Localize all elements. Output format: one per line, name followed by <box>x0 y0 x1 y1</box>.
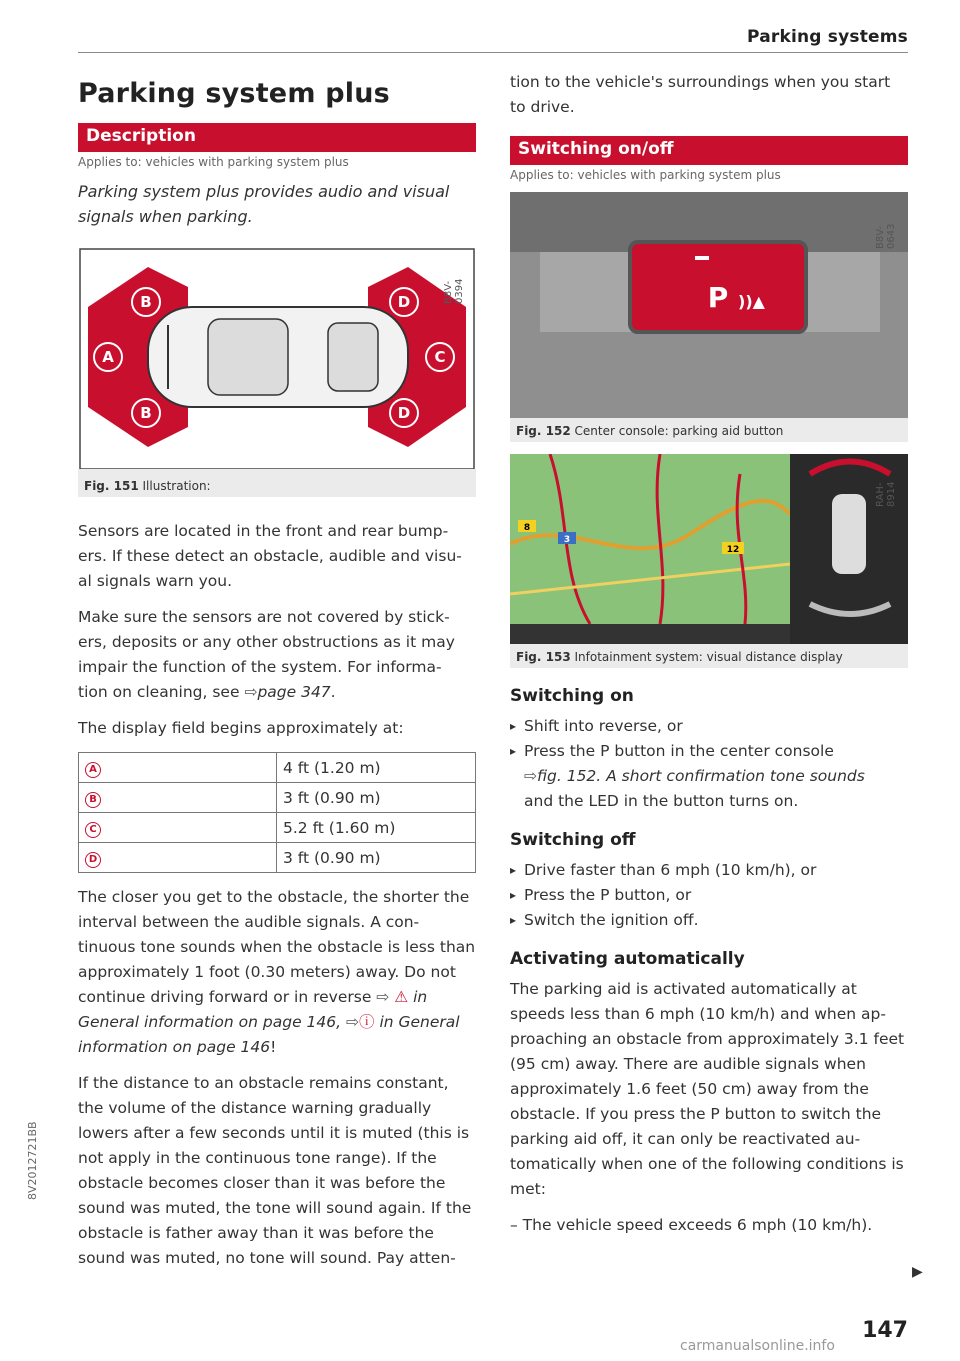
list-item: ▸ Drive faster than 6 mph (10 km/h), or <box>510 858 908 883</box>
label-d-top <box>390 288 418 316</box>
left-column <box>78 70 476 1282</box>
label-d-bottom <box>390 399 418 427</box>
circled-label-icon: B <box>85 792 101 808</box>
figure-code: RAH-8914 <box>875 481 897 507</box>
svg-text:B: B <box>140 293 152 311</box>
p-button-symbol: P <box>707 281 729 314</box>
figure-caption <box>78 473 217 499</box>
running-header: Parking systems <box>747 27 908 47</box>
sensor-paragraph: Sensors are located in the front and rear bump- ers. If these detect an obstacle, audible and visu- al signals warn you. <box>78 522 462 590</box>
infotainment-display <box>510 454 908 644</box>
arrow-icon: ⇨ <box>376 988 390 1006</box>
list-item: and the LED in the button turns on. <box>524 792 799 810</box>
applies-note: Applies to: vehicles with parking system plus <box>78 155 349 169</box>
figure-caption <box>510 418 789 444</box>
parking-button-photo <box>510 192 908 418</box>
figure-number: Fig. 152 <box>516 424 571 438</box>
figure-number: Fig. 151 <box>84 479 139 493</box>
circled-label-icon: C <box>85 822 101 838</box>
table-row: C 5.2 ft (1.60 m) <box>79 813 476 843</box>
table-row: D 3 ft (0.90 m) <box>79 843 476 873</box>
switching-heading: Switching on/off <box>510 136 908 165</box>
general-info-link[interactable]: in General information on page 146, <box>78 988 428 1031</box>
figure-number: Fig. 153 <box>516 650 571 664</box>
label-a <box>94 343 122 371</box>
description-heading: Description <box>78 123 476 152</box>
figure-caption-text: Illustration: <box>142 479 211 493</box>
table-row: B 3 ft (0.90 m) <box>79 783 476 813</box>
activating-heading: Activating automatically <box>510 949 745 969</box>
list-item: ▸ Press the P button, or <box>510 883 908 908</box>
svg-text:D: D <box>397 293 411 311</box>
warning-icon: ⚠ <box>394 988 409 1006</box>
label-b-bottom <box>132 399 160 427</box>
arrow-icon: ⇨ <box>244 683 258 701</box>
cleaning-paragraph: Make sure the sensors are not covered by stick- ers, deposits or any other obstructions as it may impair the function of the system. For informa- tion on cleaning, see ⇨page 347. <box>78 608 455 701</box>
svg-text:A: A <box>102 348 114 366</box>
condition-item: – The vehicle speed exceeds 6 mph (10 km/h). <box>510 1216 873 1234</box>
svg-text:8: 8 <box>523 523 531 533</box>
figure-caption-text: Center console: parking aid button <box>574 424 784 438</box>
list-item: ▸ Press the P button in the center console <box>510 739 908 764</box>
list-item <box>510 764 908 789</box>
interval-paragraph: The closer you get to the obstacle, the shorter the interval between the audible signals. A con- tinuous tone sounds when the obstacle is less than approximately 1 foot (0.30 meters) away. Do not continue driving forward or in reverse ⇨ ⚠ in General information on page 146, ⇨ⓘ in General information on page 146! <box>78 888 476 1056</box>
info-icon: ⓘ <box>359 1013 375 1031</box>
svg-text:12: 12 <box>726 545 740 555</box>
continue-arrow-icon: ▶ <box>912 1264 923 1280</box>
switching-off-list <box>510 858 908 933</box>
document-code: 8V2012721BB <box>26 1121 39 1200</box>
switching-off-heading: Switching off <box>510 830 636 850</box>
sound-waves-icon: ))▲ <box>738 292 765 311</box>
figure-152 <box>510 192 908 442</box>
svg-text:C: C <box>434 348 446 366</box>
section-title: Parking system plus <box>78 78 390 109</box>
figure-caption <box>510 644 849 670</box>
figure-code: B8V-0643 <box>875 223 897 249</box>
svg-text:3: 3 <box>563 535 571 545</box>
table-row: A 4 ft (1.20 m) <box>79 753 476 783</box>
activating-paragraph: The parking aid is activated automatically at speeds less than 6 mph (10 km/h) and when ap- proaching an obstacle from approximately 3.1 feet (95 cm) away. There are audible signals when approximately 1.6 feet (50 cm) away from the obstacle. If you press the P button to switch the parking aid off, it can only be reactivated au- tomatically when one of the following conditions is met: <box>510 980 905 1198</box>
continued-paragraph: tion to the vehicle's surroundings when you start to drive. <box>510 73 891 116</box>
volume-paragraph: If the distance to an obstacle remains constant, the volume of the distance warning gradually lowers after a few seconds until it is muted (this is not apply in the continuous tone range). If the obstacle becomes closer than it was before the sound was muted, the tone will sound again. If the obstacle is father away than it was before the sound was muted, no tone will sound. Pay atten- <box>78 1074 472 1267</box>
page-number: 147 <box>862 1318 908 1343</box>
svg-text:B: B <box>140 404 152 422</box>
arrow-icon: ⇨ <box>346 1013 359 1031</box>
label-c <box>426 343 454 371</box>
circled-label-icon: A <box>85 762 101 778</box>
switching-on-list <box>510 714 908 814</box>
list-item: ▸ Shift into reverse, or <box>510 714 908 739</box>
applies-note: Applies to: vehicles with parking system plus <box>510 168 781 182</box>
arrow-icon: ⇨ <box>524 767 537 785</box>
svg-text:D: D <box>397 404 411 422</box>
figure-caption-text: Infotainment system: visual distance display <box>574 650 843 664</box>
label-b-top <box>132 288 160 316</box>
distance-table <box>78 752 476 873</box>
intro-text: Parking system plus provides audio and visual signals when parking. <box>78 182 450 226</box>
circled-label-icon: D <box>85 852 101 868</box>
general-info-link[interactable]: in General information on page 146 <box>78 1013 460 1056</box>
figure-151 <box>78 247 476 497</box>
header-rule <box>78 52 908 53</box>
watermark: carmanualsonline.info <box>680 1338 835 1354</box>
right-column <box>510 70 908 1249</box>
display-field-intro: The display field begins approximately at: <box>78 719 404 737</box>
figure-153 <box>510 454 908 668</box>
switching-on-heading: Switching on <box>510 686 634 706</box>
figure-link[interactable]: fig. 152. A short confirmation tone sounds <box>537 767 865 785</box>
list-item: ▸ Switch the ignition off. <box>510 908 908 933</box>
page-link[interactable]: page 347 <box>257 683 331 701</box>
parking-sensor-illustration <box>78 247 476 469</box>
figure-code: B8V-0394 <box>443 278 465 304</box>
